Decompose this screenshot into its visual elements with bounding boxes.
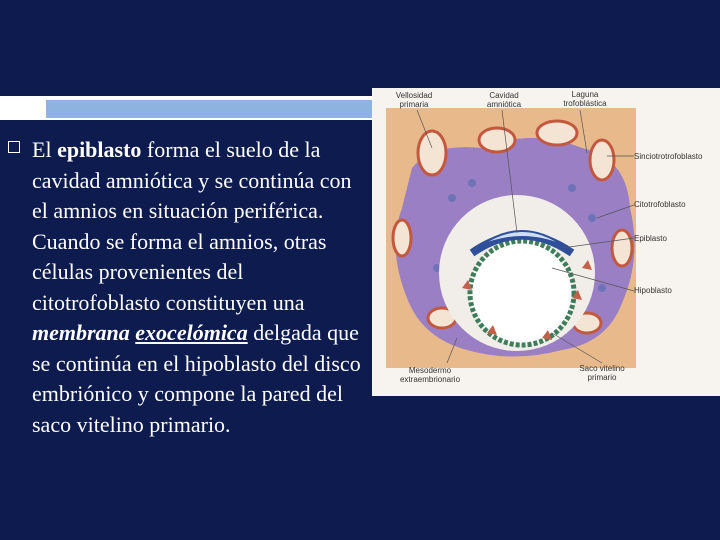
text-part-2: forma el suelo de la cavidad amniótica y se continúa con el amnios en situación periférica. Cuando se forma el amnios, otras células provenientes del citotrofoblasto constituyen una — [32, 137, 352, 315]
label-citotrofoblasto: Citotrofoblasto — [634, 200, 686, 209]
label-cavidad: Cavidad amniótica — [486, 91, 522, 109]
text-part-3: delgada que se continúa en el hipoblasto del disco embriónico y compone la pared del saco vitelino primario. — [32, 320, 361, 437]
term-exocelomica: exocelómica — [135, 320, 248, 345]
term-membrana: membrana — [32, 320, 130, 345]
label-vellosidad: Vellosidad primaria — [395, 91, 433, 109]
label-sincitio: Sinciotrotrofoblasto — [634, 152, 703, 161]
label-mesodermo: Mesodermo extraembrionario — [399, 366, 461, 384]
label-saco: Saco vitelino primario — [579, 364, 625, 382]
text-part-1: El — [32, 137, 58, 162]
body-paragraph — [32, 135, 372, 440]
embryo-diagram — [372, 88, 720, 396]
term-epiblasto: epiblasto — [57, 137, 142, 162]
label-laguna: Laguna trofoblástica — [563, 90, 607, 108]
bullet-square-icon — [8, 141, 20, 153]
label-hipoblasto: Hipoblasto — [634, 286, 672, 295]
title-bar-accent — [46, 100, 372, 118]
label-epiblasto: Epiblasto — [634, 234, 667, 243]
